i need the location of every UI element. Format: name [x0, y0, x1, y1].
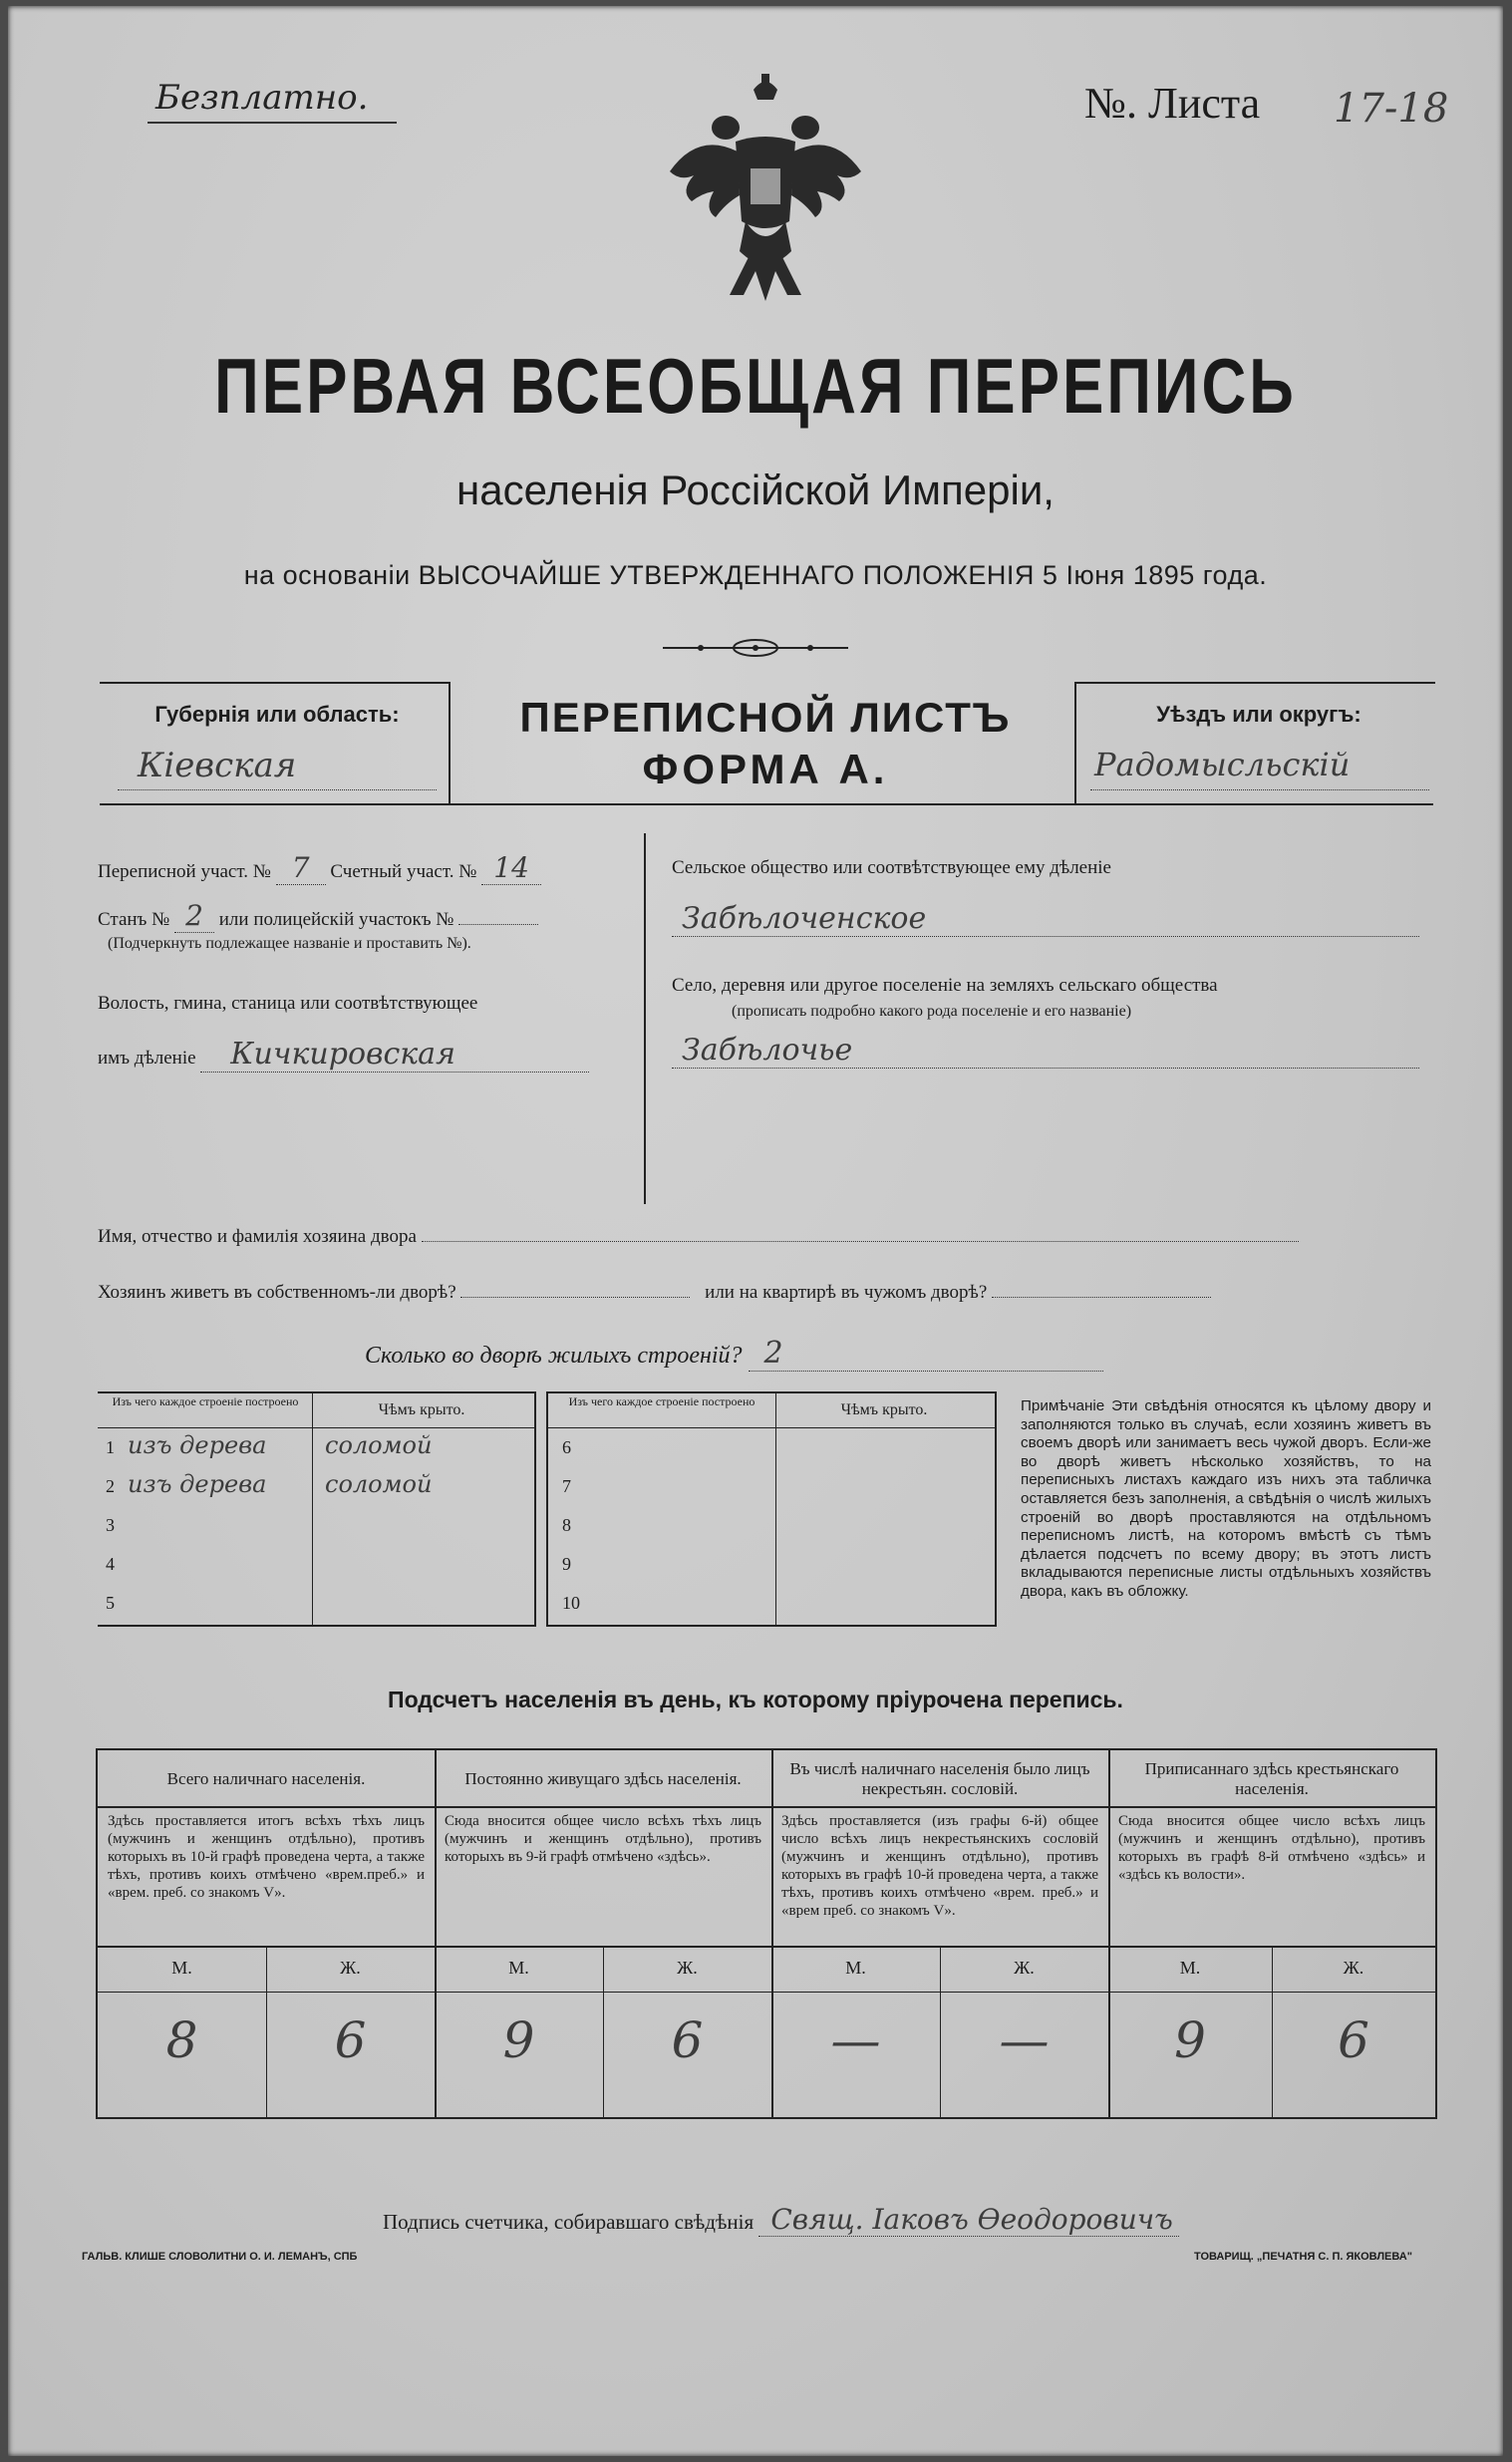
uezd-label: Уѣздъ или округъ: — [1156, 702, 1361, 727]
building-row — [98, 1429, 534, 1468]
free-underline — [148, 122, 397, 124]
count-section-label: Счетный участ. № — [330, 861, 477, 882]
gubernia-line — [118, 789, 437, 790]
stan-note: (Подчеркнуть подлежащее названіе и проставить №). — [108, 935, 471, 952]
count-female-label: Ж. — [340, 1958, 361, 1978]
building-row-number: 7 — [562, 1476, 571, 1496]
building-row-number: 10 — [562, 1593, 580, 1613]
police-label: или полицейскій участокъ № — [218, 909, 454, 930]
census-sheet — [8, 6, 1503, 2456]
building-row — [548, 1546, 995, 1585]
signature-label: Подпись счетчика, собиравшаго свѣдѣнія — [383, 2210, 755, 2234]
building-row-number: 3 — [106, 1515, 115, 1535]
count-column-desc: Здѣсь проставляется (изъ графы 6-й) общее число всѣхъ лицъ некрестьянскихъ сословій (мужчинъ и женщинъ отдѣльно), противъ которыхъ въ графѣ 10-й проведена черта, а также тѣхъ, противъ коихъ отмѣчено «врем. преб.» и «врем преб. со знакомъ V». — [781, 1813, 1098, 1919]
sheet-number-value: 17-18 — [1334, 86, 1449, 132]
left-block — [98, 851, 636, 1073]
count-female-value: 6 — [1338, 2011, 1369, 2069]
stan-label: Станъ № — [98, 909, 170, 930]
society-value: Забѣлоченское — [672, 901, 1419, 937]
count-column-desc: Здѣсь проставляется итогъ всѣхъ тѣхъ лицъ (мужчинъ и женщинъ отдѣльно), противъ которыхъ въ 10-й графѣ проведена черта, а также тѣхъ, противъ коихъ отмѣчено «врем.преб.» и «врем. преб. со знакомъ V». — [108, 1813, 425, 1901]
village-label: Село, деревня или другое поселеніе на земляхъ сельскаго общества — [672, 975, 1218, 996]
building-roof: соломой — [325, 1431, 433, 1459]
footer-right: ТОВАРИЩ. „ПЕЧАТНЯ С. П. ЯКОВЛЕВА" — [1194, 2251, 1412, 2263]
buildings-right-col1-head: Изъ чего каждое строеніе построено — [568, 1394, 756, 1408]
census-subtitle: населенія Россійской Имперіи, — [456, 466, 1055, 513]
census-title: ПЕРВАЯ ВСЕОБЩАЯ ПЕРЕПИСЬ — [214, 344, 1297, 431]
count-column-head: Приписаннаго здѣсь крестьянскаго населенія. — [1144, 1759, 1399, 1798]
ornament-divider — [661, 636, 850, 660]
count-female-value: — — [999, 2011, 1050, 2069]
building-row-number: 5 — [106, 1593, 115, 1613]
building-row — [98, 1468, 534, 1507]
gubernia-box — [100, 682, 451, 805]
census-section-label: Переписной участ. № — [98, 861, 271, 882]
owner-name-label: Имя, отчество и фамилія хозяина двора — [98, 1226, 417, 1247]
right-block — [672, 857, 1439, 1069]
count-section-value: 14 — [481, 851, 541, 885]
uezd-box — [1074, 682, 1435, 805]
count-male-label: М. — [508, 1958, 529, 1978]
uezd-value: Радомысльскій — [1094, 746, 1351, 783]
stan-value: 2 — [174, 899, 214, 933]
building-row-number: 6 — [562, 1437, 571, 1457]
count-column-head: Постоянно живущаго здѣсь населенія. — [464, 1769, 742, 1788]
count-title: Подсчетъ населенія въ день, къ которому пріурочена перепись. — [388, 1687, 1123, 1712]
volost-label: Волость, гмина, станица или соотвѣтствующее — [98, 993, 478, 1014]
building-row-number: 8 — [562, 1515, 571, 1535]
buildings-left-col2-head: Чѣмъ крыто. — [378, 1401, 465, 1418]
count-column — [771, 1750, 1110, 2117]
count-male-value: 9 — [502, 2011, 535, 2069]
count-column-desc: Сюда вносится общее число всѣхъ тѣхъ лицъ (мужчинъ и женщинъ отдѣльно), противъ которыхъ въ 9-й графѣ отмѣчено «здѣсь». — [445, 1813, 761, 1865]
village-value: Забѣлочье — [672, 1033, 1419, 1069]
count-table — [96, 1748, 1437, 2119]
count-female-value: 6 — [334, 2011, 367, 2069]
building-row-number: 1 — [106, 1437, 115, 1457]
head-bottom-rule — [100, 803, 1433, 805]
buildings-note: Примѣчаніе Эти свѣдѣнія относятся къ цѣлому двору и заполняются только въ случаѣ, если хозяинъ живетъ въ своемъ дворѣ или занимаетъ весь чужой дворъ. Если-же во дворѣ живетъ нѣсколько хозяйствъ, то на переписныхъ листахъ каждаго изъ нихъ эта табличка оставляется безъ заполненія, а свѣдѣнія о числѣ жилыхъ строеній во дворѣ проставляются на отдѣльномъ переписномъ листѣ, на которомъ вмѣстѣ съ тѣмъ дѣлается подсчетъ по всему двору; въ этотъ листъ вкладываются переписные листы отдѣльныхъ хозяйствъ двора, какъ въ обложку. — [1021, 1397, 1431, 1600]
buildings-table-left — [98, 1391, 536, 1627]
count-male-label: М. — [171, 1958, 192, 1978]
buildings-count-value: 2 — [749, 1336, 1103, 1372]
count-column — [435, 1750, 773, 2117]
village-note: (прописать подробно какого рода поселеніе и его названіе) — [732, 1003, 1132, 1020]
building-row — [548, 1585, 995, 1624]
uezd-line — [1090, 789, 1429, 790]
sheet-number-label: №. Листа — [1084, 79, 1261, 128]
count-column — [1108, 1750, 1435, 2117]
census-basis: на основаніи ВЫСОЧАЙШЕ УТВЕРЖДЕННАГО ПОЛОЖЕНІЯ 5 Іюня 1895 года. — [243, 560, 1268, 590]
count-female-value: 6 — [671, 2011, 704, 2069]
block-divider — [644, 833, 646, 1204]
building-row — [548, 1468, 995, 1507]
count-male-label: М. — [1179, 1958, 1201, 1978]
building-row — [98, 1546, 534, 1585]
building-roof: соломой — [325, 1470, 433, 1498]
signature-value: Свящ. Іаковъ Ѳеодоровичъ — [758, 2203, 1179, 2237]
count-column — [98, 1750, 437, 2117]
owner-lives-label: Хозяинъ живетъ въ собственномъ-ли дворѣ? — [98, 1282, 456, 1303]
building-row-number: 2 — [106, 1476, 115, 1496]
owner-lives-row — [98, 1282, 1211, 1304]
gubernia-label: Губернія или область: — [154, 702, 400, 727]
footer-left: ГАЛЬВ. КЛИШЕ СЛОВОЛИТНИ О. И. ЛЕМАНЪ, СПБ — [82, 2251, 358, 2263]
building-row — [98, 1507, 534, 1546]
imperial-eagle-emblem — [666, 72, 865, 315]
signature-row — [383, 2203, 1179, 2237]
census-section-value: 7 — [276, 851, 326, 885]
owner-name-value — [422, 1227, 1299, 1242]
buildings-left-col1-head: Изъ чего каждое строеніе построено — [112, 1394, 299, 1408]
form-title-line2: ФОРМА А. — [642, 746, 889, 792]
building-row — [548, 1429, 995, 1468]
count-column-head: Всего наличнаго населенія. — [166, 1769, 366, 1788]
free-mark: Безплатно. — [155, 78, 369, 118]
building-material: изъ дерева — [128, 1431, 267, 1459]
gubernia-value: Кіевская — [138, 746, 297, 785]
buildings-right-col2-head: Чѣмъ крыто. — [840, 1401, 928, 1418]
count-male-value: — — [830, 2011, 881, 2069]
volost-label-2: имъ дѣленіе — [98, 1048, 196, 1069]
building-row-number: 9 — [562, 1554, 571, 1574]
count-male-value: 8 — [165, 2011, 198, 2069]
building-material: изъ дерева — [128, 1470, 267, 1498]
building-row — [98, 1585, 534, 1624]
count-female-label: Ж. — [1014, 1958, 1035, 1978]
owner-or-label: или на квартирѣ въ чужомъ дворѣ? — [705, 1282, 988, 1303]
building-row — [548, 1507, 995, 1546]
buildings-count-row — [365, 1336, 1103, 1372]
count-column-head: Въ числѣ наличнаго населенія было лицъ некрестьян. сословій. — [789, 1759, 1090, 1798]
count-female-label: Ж. — [1343, 1958, 1364, 1978]
owner-name-row — [98, 1226, 1299, 1248]
count-column-desc: Сюда вносится общее число всѣхъ лицъ (мужчинъ и женщинъ отдѣльно), противъ которыхъ въ графѣ 8-й отмѣчено «здѣсь» и «здѣсь къ волости». — [1118, 1813, 1425, 1883]
count-female-label: Ж. — [677, 1958, 698, 1978]
volost-value: Кичкировская — [200, 1037, 589, 1073]
form-title-line1: ПЕРЕПИСНОЙ ЛИСТЪ — [519, 694, 1012, 741]
buildings-table-right — [546, 1391, 997, 1627]
buildings-count-label: Сколько во дворѣ жилыхъ строеній? — [365, 1343, 743, 1369]
society-label: Сельское общество или соотвѣтствующее ему дѣленіе — [672, 857, 1111, 878]
building-row-number: 4 — [106, 1554, 115, 1574]
count-male-value: 9 — [1174, 2011, 1206, 2069]
count-male-label: М. — [845, 1958, 866, 1978]
